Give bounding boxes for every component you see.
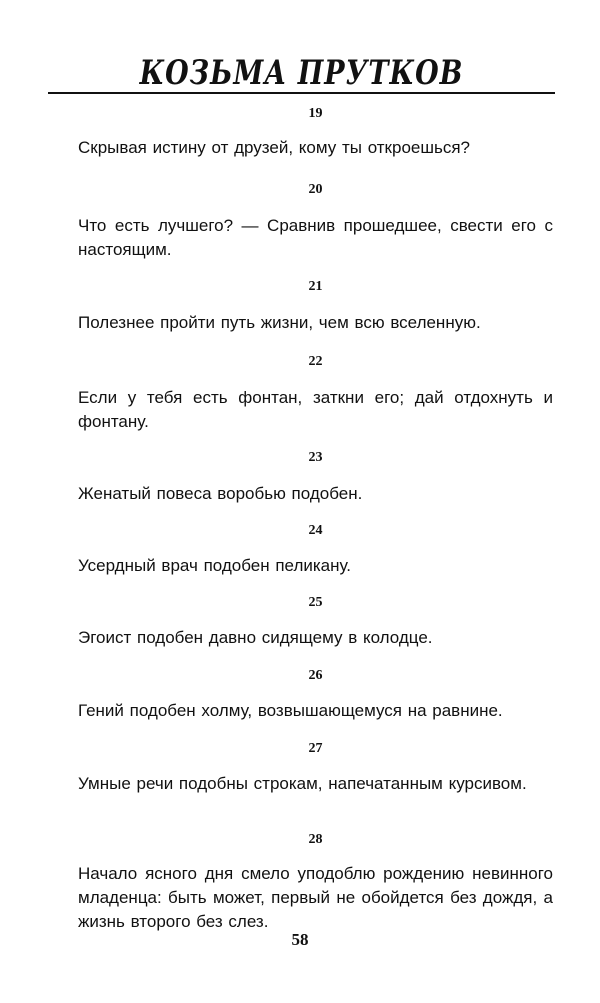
aphorism-number: 28 [308,832,323,847]
aphorism-19 [78,106,553,160]
aphorism-26 [78,668,553,723]
aphorism-text: Скрывая истину от друзей, кому ты откроешься? [78,138,471,157]
aphorism-number: 19 [308,106,323,121]
aphorism-21 [78,279,553,335]
aphorism-20 [78,182,553,262]
header-rule [48,92,555,94]
aphorism-number: 23 [308,450,323,465]
aphorism-28 [78,832,553,934]
aphorism-number: 24 [308,523,323,538]
aphorism-22 [78,354,553,434]
aphorism-number: 20 [308,182,323,197]
aphorism-27 [78,741,553,796]
aphorism-number: 25 [308,595,323,610]
aphorism-text: Гений подобен холму, возвышающемуся на равнине. [78,701,503,720]
aphorism-number: 27 [308,741,323,756]
aphorism-number: 22 [308,354,323,369]
header-title: КОЗЬМА ПРУТКОВ [139,54,464,93]
aphorism-text: Полезнее пройти путь жизни, чем всю вселенную. [78,313,481,332]
aphorism-23 [78,450,553,506]
running-header [48,52,555,98]
aphorism-25 [78,595,553,650]
aphorism-number: 21 [308,279,323,294]
aphorism-text: Умные речи подобны строкам, напечатанным курсивом. [78,774,527,793]
aphorism-text: Усердный врач подобен пеликану. [78,556,352,575]
aphorism-number: 26 [308,668,323,683]
aphorism-24 [78,523,553,578]
aphorism-text: Что есть лучшего? — Сравнив прошедшее, свести его с настоящим. [78,216,553,259]
aphorism-text: Начало ясного дня смело уподоблю рождению невинного младенца: быть может, первый не обойдется без дождя, а жизнь второго без слез. [78,864,553,931]
aphorism-text: Эгоист подобен давно сидящему в колодце. [78,628,433,647]
page-number: 58 [291,930,309,949]
aphorism-text: Если у тебя есть фонтан, заткни его; дай отдохнуть и фонтану. [78,388,553,431]
aphorism-text: Женатый повеса воробью подобен. [78,484,363,503]
